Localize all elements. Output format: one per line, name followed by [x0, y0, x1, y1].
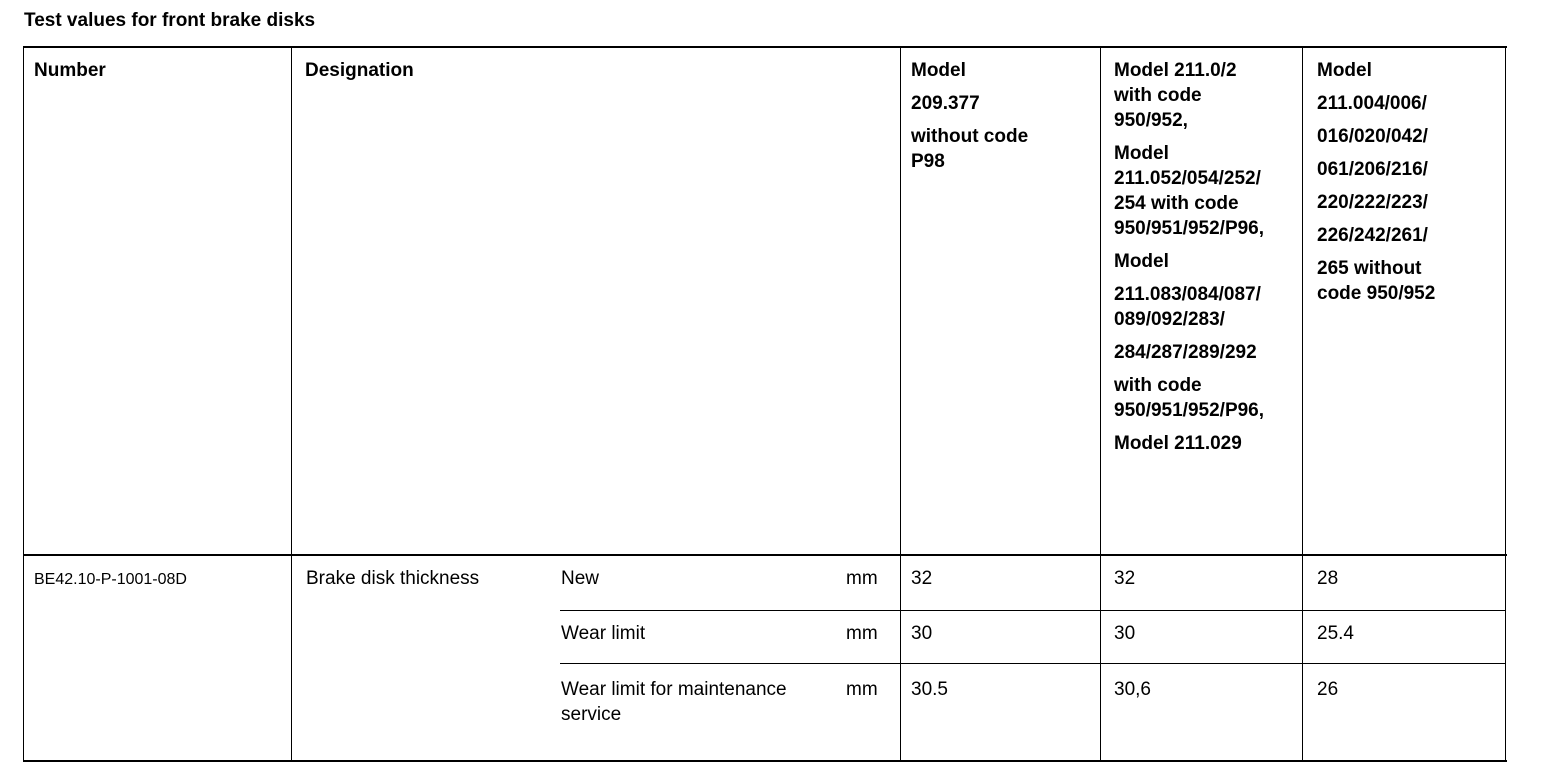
header-line: without code	[911, 126, 1029, 147]
value-cell: 28	[1317, 568, 1339, 589]
header-line: Model	[1317, 60, 1372, 81]
header-line: 220/222/223/	[1317, 192, 1428, 213]
row-label-wear-limit-maintenance: Wear limit for maintenance service	[561, 679, 787, 725]
header-line: Model 211.029	[1114, 433, 1242, 454]
column-divider	[900, 46, 901, 762]
header-line: Model 211.0/2	[1114, 60, 1237, 81]
header-model-209	[911, 58, 1028, 174]
value-cell: 30.5	[911, 679, 948, 700]
header-line: code 950/952	[1317, 283, 1436, 304]
header-line: 950/952,	[1114, 110, 1188, 131]
header-line: Model	[911, 60, 966, 81]
header-line: 211.052/054/252/	[1114, 168, 1261, 189]
header-line: 226/242/261/	[1317, 225, 1428, 246]
value-cell: 30,6	[1114, 679, 1151, 700]
header-line: 254 with code	[1114, 193, 1239, 214]
header-line: Model	[1114, 143, 1169, 164]
header-line: 265 without	[1317, 258, 1422, 279]
row-label-wear-limit: Wear limit	[561, 623, 646, 644]
table-border-right	[1505, 46, 1506, 762]
table-border-left	[23, 46, 24, 762]
header-line: 089/092/283/	[1114, 309, 1225, 330]
header-line: 950/951/952/P96,	[1114, 218, 1265, 239]
header-line: 211.083/084/087/	[1114, 284, 1261, 305]
header-line: 209.377	[911, 93, 980, 114]
row-unit: mm	[846, 568, 878, 589]
header-divider	[23, 554, 1507, 556]
value-cell: 32	[911, 568, 933, 589]
header-line: with code	[1114, 375, 1202, 396]
designation-brake-disk-thickness: Brake disk thickness	[306, 568, 480, 589]
header-line: 016/020/042/	[1317, 126, 1428, 147]
header-model-211-group	[1114, 58, 1264, 456]
header-line: with code	[1114, 85, 1202, 106]
document-title: Test values for front brake disks	[24, 10, 316, 31]
header-line: 284/287/289/292	[1114, 342, 1257, 363]
test-values-table	[23, 46, 1507, 762]
column-divider	[1100, 46, 1101, 762]
table-border-bottom	[23, 760, 1507, 762]
column-divider	[1302, 46, 1303, 762]
header-line: 950/951/952/P96,	[1114, 400, 1265, 421]
value-cell: 30	[911, 623, 933, 644]
row-unit: mm	[846, 623, 878, 644]
value-cell: 25.4	[1317, 623, 1354, 644]
header-line: P98	[911, 151, 945, 172]
header-designation: Designation	[305, 60, 414, 81]
header-model-211-004	[1317, 58, 1435, 306]
header-line: Model	[1114, 251, 1169, 272]
column-divider	[291, 46, 292, 762]
table-border-top	[23, 46, 1507, 48]
header-line: 211.004/006/	[1317, 93, 1427, 114]
row-divider	[560, 610, 1506, 611]
row-divider	[560, 663, 1506, 664]
value-cell: 26	[1317, 679, 1339, 700]
header-line: 061/206/216/	[1317, 159, 1428, 180]
header-number: Number	[34, 60, 106, 81]
value-cell: 30	[1114, 623, 1136, 644]
document-number: BE42.10-P-1001-08D	[34, 571, 187, 588]
value-cell: 32	[1114, 568, 1136, 589]
row-label-new: New	[561, 568, 600, 589]
row-unit: mm	[846, 679, 878, 700]
